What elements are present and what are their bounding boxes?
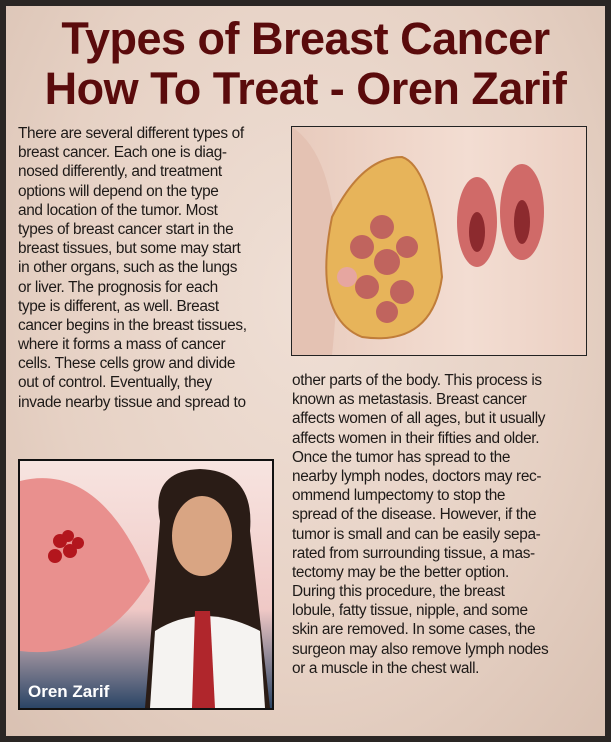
text-line: lobule, fatty tissue, nipple, and some [292,602,528,620]
text-line: other parts of the body. This process is [292,372,542,389]
text-line: rated from surrounding tissue, a mas- [292,544,535,562]
text-line: in other organs, such as the lungs [18,259,238,277]
text-line: known as metastasis. Breast cancer [292,391,527,409]
title-line-1: Types of Breast Cancer [61,13,550,64]
text-line: tumor is small and can be easily sepa- [292,525,541,543]
text-line: skin are removed. In some cases, the [292,621,536,639]
text-line: cells. These cells grow and divide [18,355,236,373]
text-line: spread of the disease. However, if the [292,506,537,524]
text-line: out of control. Eventually, they [18,374,212,392]
text-line: types of breast cancer start in the [18,220,234,238]
portrait-caption: Oren Zarif [28,682,110,701]
text-line: or a muscle in the chest wall. [292,659,480,677]
text-line: and location of the tumor. Most [18,201,218,219]
text-line: where it forms a mass of cancer [18,336,226,354]
text-line: During this procedure, the breast [292,583,505,601]
text-line: affects women of all ages, but it usually [292,410,546,428]
oren-zarif-portrait [18,459,274,710]
text-line: breast tissues, but some may start [18,240,241,258]
text-line: options will depend on the type [18,182,219,200]
text-line: breast cancer. Each one is diag- [18,144,227,162]
right-text-column [292,371,548,678]
text-line: type is different, as well. Breast [18,297,219,315]
text-line: invade nearby tissue and spread to [18,393,246,411]
text-line: cancer begins in the breast tissues, [18,316,247,334]
text-line: nearby lymph nodes, doctors may rec- [292,467,542,485]
text-line: affects women in their fifties and older. [292,429,540,447]
text-line: Once the tumor has spread to the [292,448,511,466]
breast-anatomy-illustration [291,126,587,356]
text-line: or liver. The prognosis for each [18,278,218,296]
left-text-column [18,124,247,412]
text-line: There are several different types of [18,125,244,142]
text-line: ommend lumpectomy to stop the [292,487,506,505]
text-line: nosed differently, and treatment [18,163,222,181]
text-line: tectomy may be the better option. [292,563,509,581]
text-line: surgeon may also remove lymph nodes [292,640,549,658]
title-line-2: How To Treat - Oren Zarif [44,63,567,114]
